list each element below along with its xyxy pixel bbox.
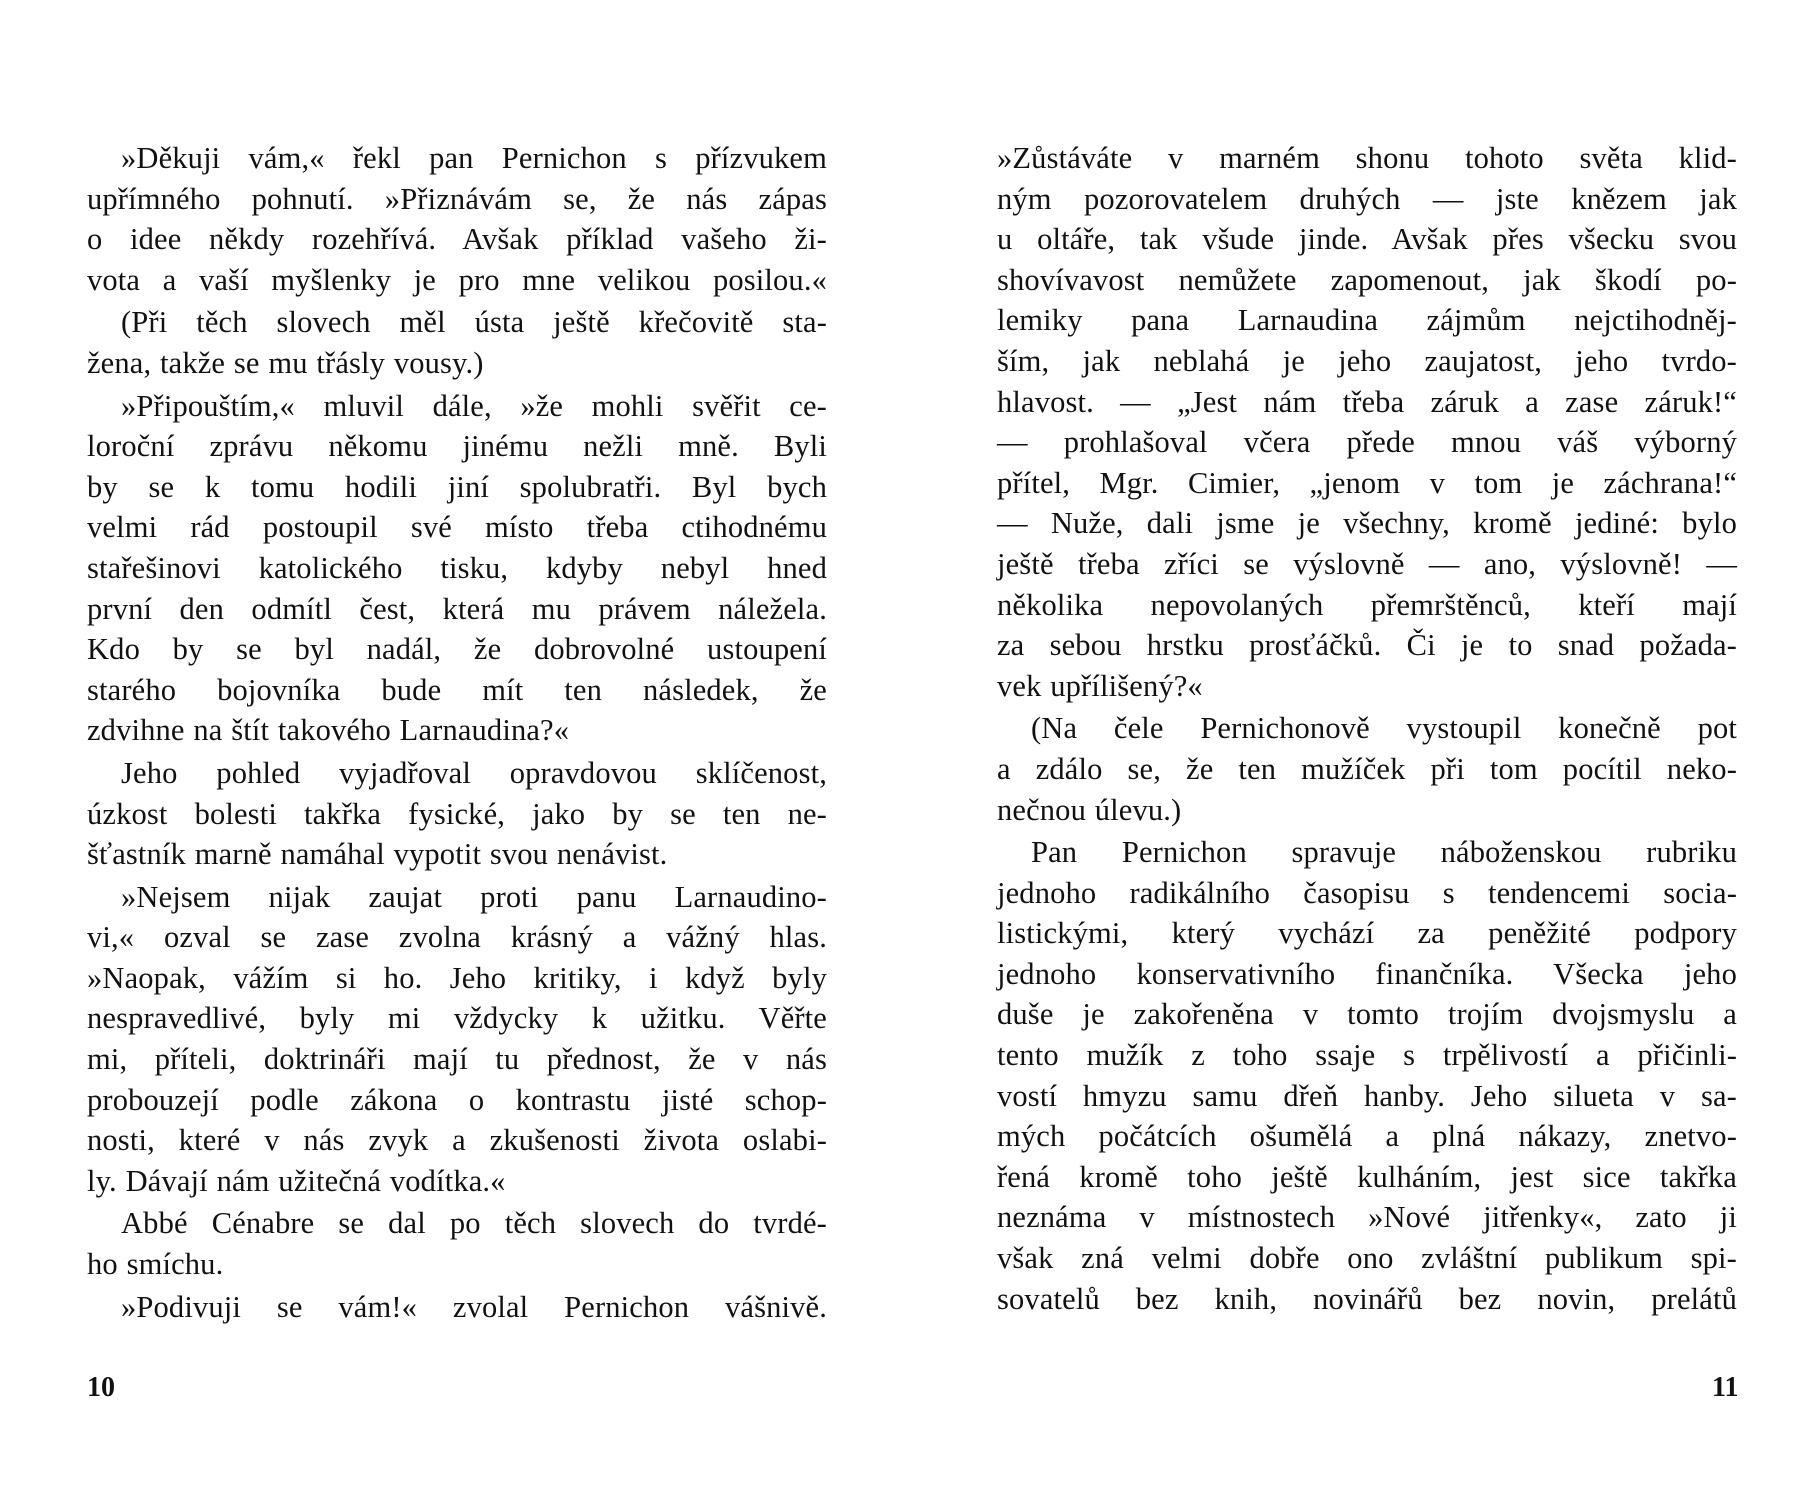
- text-line: a zdálo se, že ten mužíček při tom pocítil neko-: [997, 751, 1737, 786]
- text-line: »Nejsem nijak zaujat proti panu Larnaudino-: [121, 879, 827, 914]
- text-line: však zná velmi dobře ono zvláštní publikum spi-: [997, 1241, 1737, 1276]
- text-line: mých počátcích ošumělá a plná nákazy, znetvo-: [997, 1119, 1737, 1154]
- text-line: — Nuže, dali jsme je všechny, kromě jediné: bylo: [997, 506, 1737, 541]
- right-page: [906, 0, 1812, 1500]
- text-line: Abbé Cénabre se dal po těch slovech do tvrdé-: [121, 1206, 827, 1241]
- text-line: u oltáře, tak všude jinde. Avšak přes všecku svou: [997, 222, 1737, 257]
- paragraph: [87, 138, 827, 300]
- text-line: ším, jak neblahá je jeho zaujatost, jeho tvrdo-: [997, 343, 1737, 378]
- text-line: přítel, Mgr. Cimier, „jenom v tom je záchrana!“: [997, 465, 1737, 500]
- text-line: Kdo by se byl nadál, že dobrovolné ustoupení: [87, 632, 827, 667]
- right-page-text: [997, 138, 1737, 1321]
- text-line: hlavost. — „Jest nám třeba záruk a zase záruk!“: [997, 384, 1737, 419]
- text-line: duše je zakořeněna v tomto trojím dvojsmyslu a: [997, 997, 1737, 1032]
- text-line: (Na čele Pernichonově vystoupil konečně pot: [1031, 711, 1737, 746]
- text-line: »Děkuji vám,« řekl pan Pernichon s přízvukem: [121, 141, 827, 175]
- text-line: »Připouštím,« mluvil dále, »že mohli svěřit ce-: [121, 388, 827, 423]
- text-line: nečnou úlevu.): [997, 792, 1182, 827]
- text-line: probouzejí podle zákona o kontrastu jisté schop-: [87, 1082, 827, 1117]
- text-line: Pan Pernichon spravuje náboženskou rubriku: [1031, 835, 1737, 870]
- text-line: ným pozorovatelem druhých — jste knězem jak: [997, 181, 1737, 216]
- text-line: vota a vaší myšlenky je pro mne velikou posilou.«: [87, 262, 827, 297]
- text-line: jednoho radikálního časopisu s tendencemi socia-: [997, 875, 1737, 910]
- text-line: tento mužík z toho ssaje s trpělivostí a přičinli-: [997, 1038, 1737, 1073]
- page-number: 11: [1712, 1372, 1739, 1403]
- text-line: jednoho konservativního finančníka. Všecka jeho: [997, 956, 1737, 991]
- text-line: šťastník marně namáhal vypotit svou nenávist.: [87, 837, 668, 872]
- text-line: první den odmítl čest, která mu právem náležela.: [87, 591, 827, 626]
- text-line: listickými, který vychází za peněžité podpory: [997, 916, 1737, 951]
- text-line: (Při těch slovech měl ústa ještě křečovitě sta-: [121, 305, 827, 340]
- text-line: ly. Dávají nám užitečná vodítka.«: [87, 1163, 506, 1198]
- text-line: mi, příteli, doktrináři mají tu přednost, že v nás: [87, 1042, 827, 1077]
- paragraph: [87, 1203, 827, 1284]
- text-line: loroční zprávu někomu jinému nežli mně. Byli: [87, 429, 827, 464]
- text-line: nespravedlivé, byly mi vždycky k užitku. Věřte: [87, 1001, 827, 1036]
- text-line: zdvihne na štít takového Larnaudina?«: [87, 713, 570, 748]
- text-line: »Podivuji se vám!« zvolal Pernichon vášnivě.: [121, 1289, 827, 1324]
- text-line: starého bojovníka bude mít ten následek, že: [87, 672, 827, 707]
- text-line: několika nepovolaných přemrštěnců, kteří mají: [997, 587, 1737, 622]
- text-line: za sebou hrstku prosťáčků. Či je to snad požada-: [997, 628, 1737, 663]
- text-line: o idee někdy rozehřívá. Avšak příklad vašeho ži-: [87, 222, 827, 257]
- text-line: — prohlašoval včera přede mnou váš výborný: [997, 425, 1737, 460]
- paragraph: [997, 138, 1737, 706]
- text-line: »Zůstáváte v marném shonu tohoto světa klid-: [997, 141, 1737, 175]
- text-line: upřímného pohnutí. »Přiznávám se, že nás zápas: [87, 181, 827, 216]
- text-line: lemiky pana Larnaudina zájmům nejctihodněj-: [997, 303, 1737, 338]
- paragraph: [87, 753, 827, 875]
- text-line: vek upřílišený?«: [997, 668, 1203, 703]
- left-page-text: [87, 138, 827, 1329]
- text-line: »Naopak, vážím si ho. Jeho kritiky, i když byly: [87, 960, 827, 995]
- text-line: sovatelů bez knih, novinářů bez novin, prelátů: [997, 1281, 1737, 1316]
- text-line: úzkost bolesti takřka fysické, jako by se ten ne-: [87, 796, 827, 831]
- text-line: ho smíchu.: [87, 1247, 224, 1282]
- paragraph: [87, 302, 827, 383]
- paragraph: [87, 386, 827, 751]
- paragraph: [87, 877, 827, 1202]
- text-line: ještě třeba zříci se výslovně — ano, výslovně! —: [997, 546, 1737, 581]
- text-line: stařešinovi katolického tisku, kdyby nebyl hned: [87, 550, 827, 585]
- text-line: žena, takže se mu třásly vousy.): [87, 345, 484, 380]
- text-line: shovívavost nemůžete zapomenout, jak škodí po-: [997, 262, 1737, 297]
- text-line: řená kromě toho ještě kulháním, jest sice takřka: [997, 1159, 1737, 1194]
- text-line: vi,« ozval se zase zvolna krásný a vážný hlas.: [87, 920, 827, 955]
- text-line: velmi rád postoupil své místo třeba ctihodnému: [87, 510, 827, 545]
- text-line: neznáma v místnostech »Nové jitřenky«, zato ji: [997, 1200, 1737, 1235]
- paragraph: [87, 1287, 827, 1328]
- paragraph: [997, 832, 1737, 1319]
- page-number: 10: [87, 1372, 115, 1403]
- text-line: Jeho pohled vyjadřoval opravdovou sklíčenost,: [121, 755, 827, 790]
- text-line: by se k tomu hodili jiní spolubratři. Byl bych: [87, 469, 827, 504]
- text-line: nosti, které v nás zvyk a zkušenosti života oslabi-: [87, 1123, 827, 1158]
- text-line: vostí hmyzu samu dřeň hanby. Jeho silueta v sa-: [997, 1078, 1737, 1113]
- paragraph: [997, 708, 1737, 830]
